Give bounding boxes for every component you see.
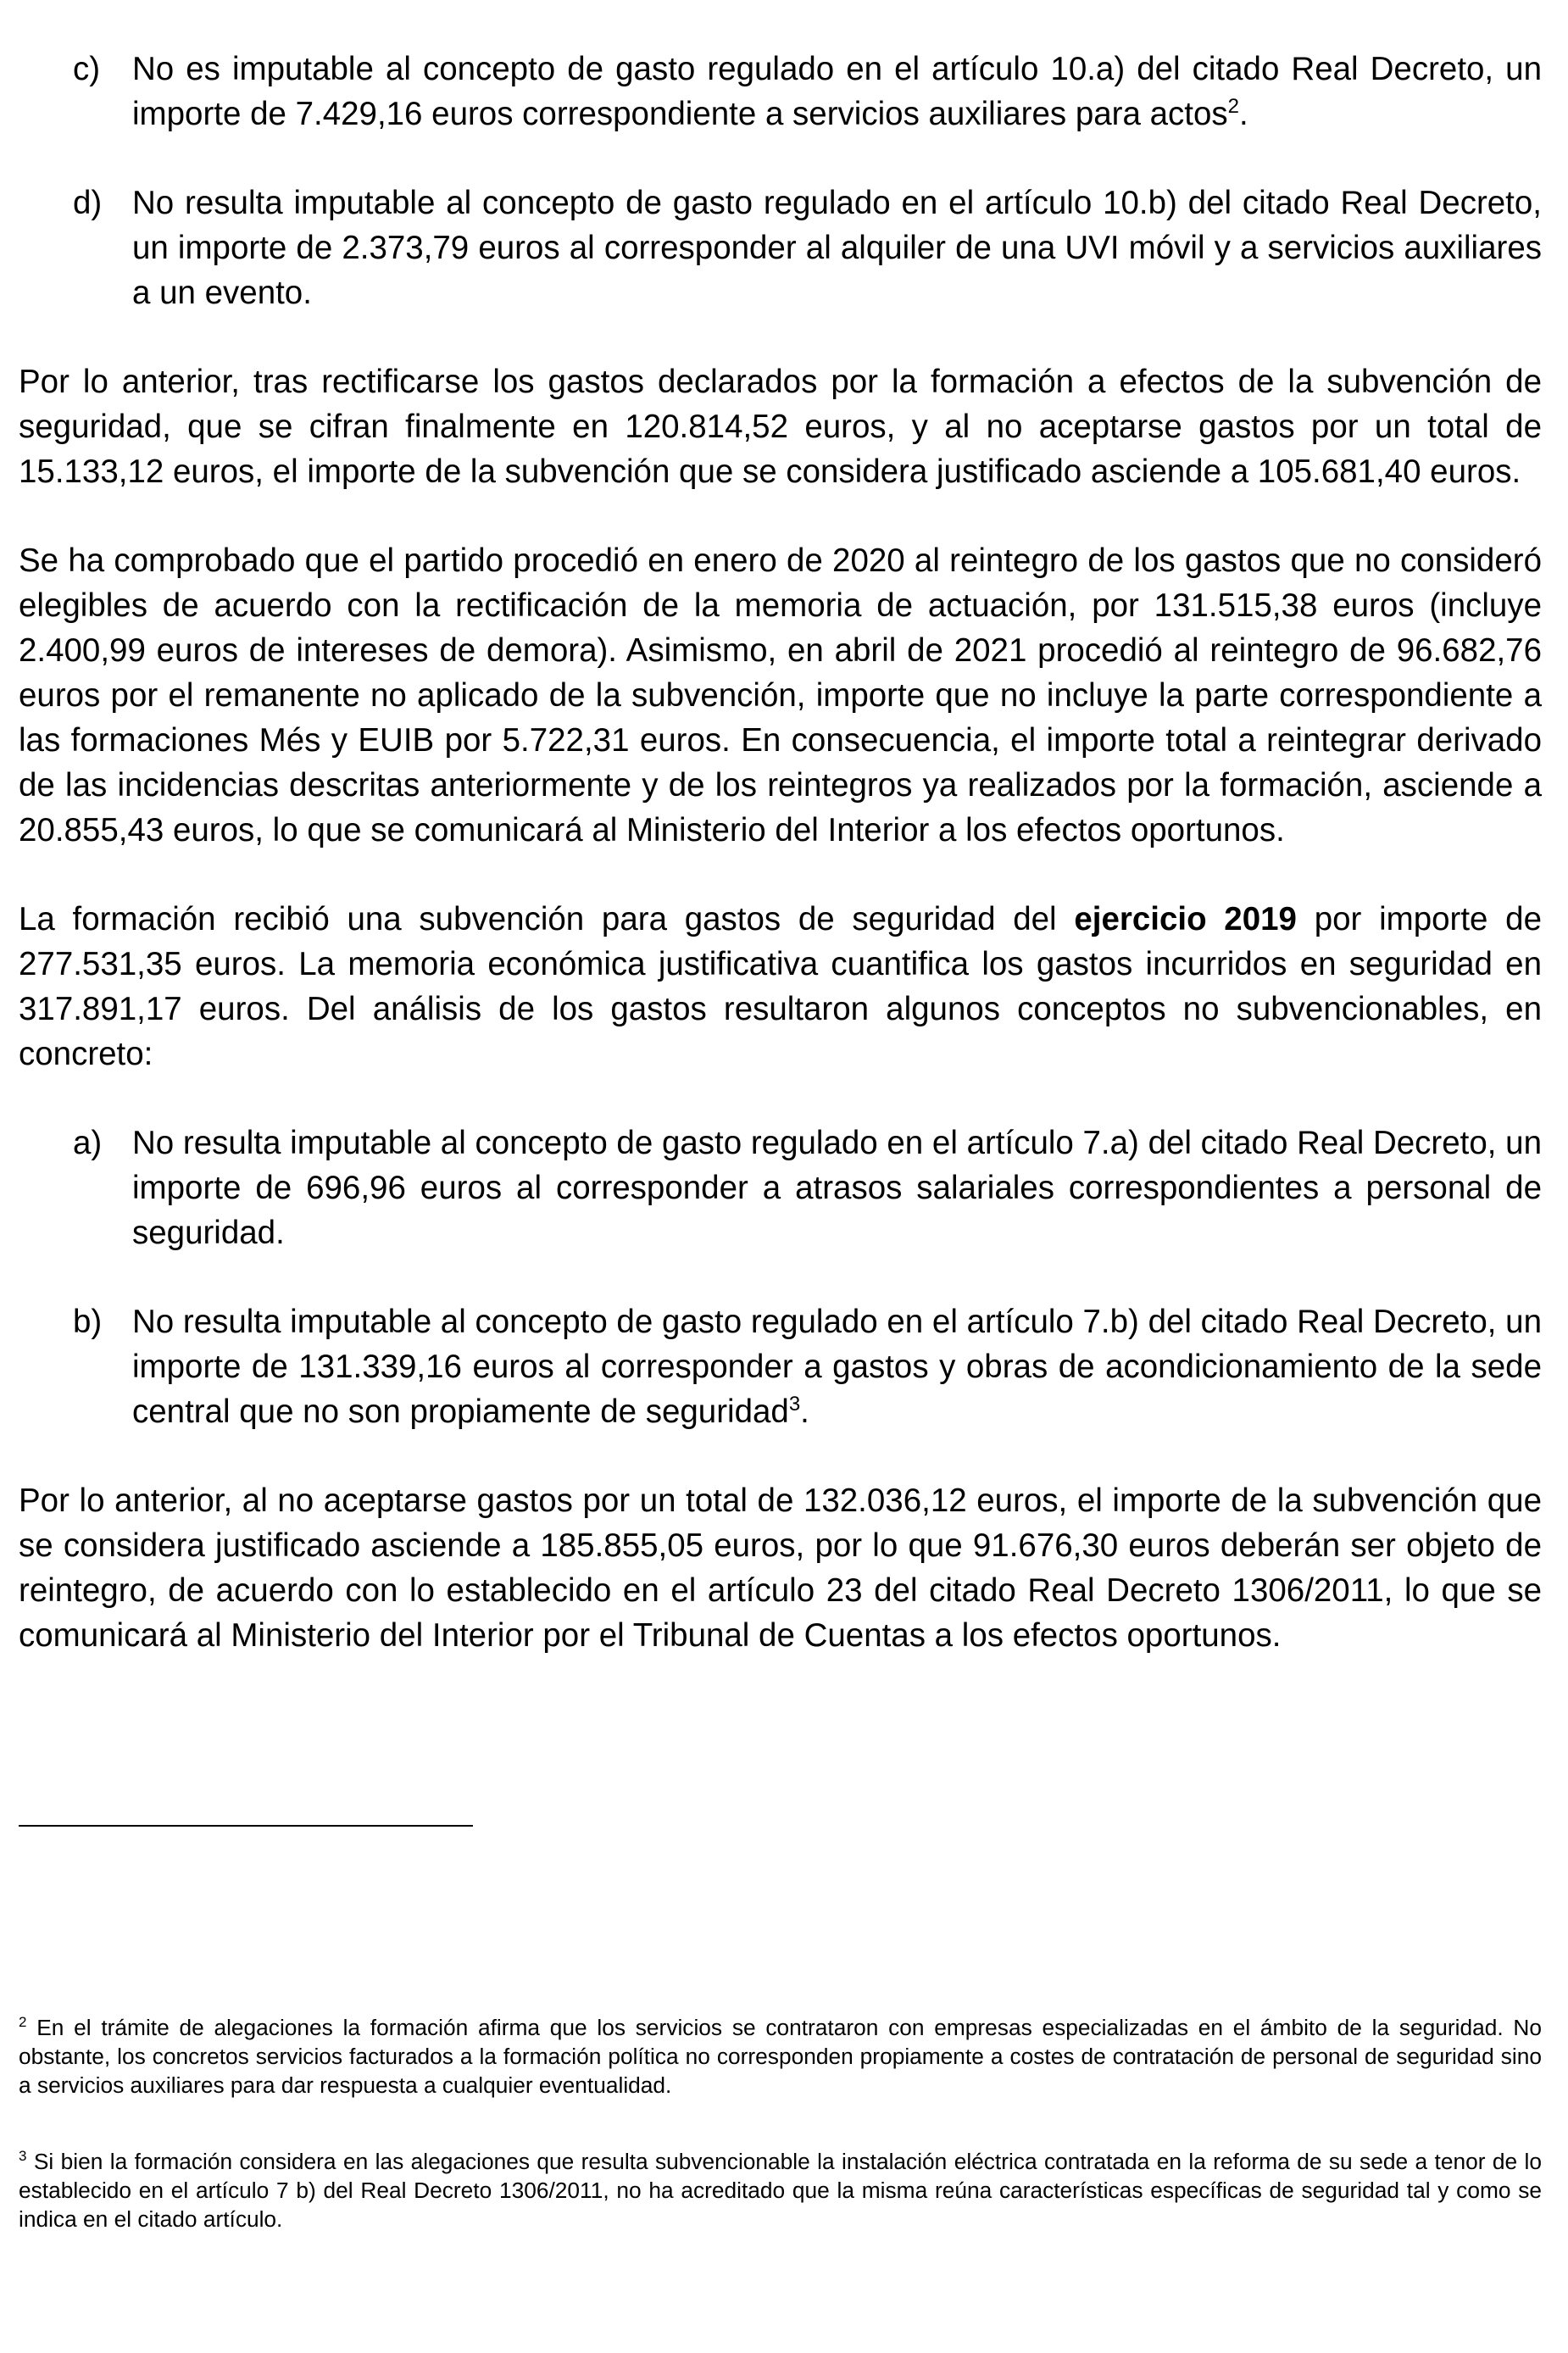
footnote-ref-2[interactable]: 2 — [1227, 95, 1239, 119]
footnote-3 — [19, 2147, 1542, 2233]
list-item-b — [19, 1299, 1542, 1434]
footnotes — [19, 2013, 1542, 2281]
footnote-text: Si bien la formación considera en las alegaciones que resulta subvencionable la instalación eléctrica contratada en la reforma de su sede a tenor de lo establecido en el artículo 7 b) del Real Decreto 1306/2011, no ha acreditado que la misma reúna características específicas de seguridad tal y como se indica en el citado artículo. — [19, 2149, 1542, 2232]
list-item-text: No es imputable al concepto de gasto regulado en el artículo 10.a) del citado Real Decreto, un importe de 7.429,16 euros correspondiente a servicios auxiliares para actos — [132, 51, 1542, 132]
list-marker: d) — [73, 185, 103, 221]
list-marker: a) — [73, 1125, 103, 1161]
paragraph-conclusion: Por lo anterior, al no aceptarse gastos por un total de 132.036,12 euros, el importe de la subvención que se considera justificado asciende a 185.855,05 euros, por lo que 91.676,30 euros deberán ser objeto de reintegro, de acuerdo con lo establecido en el artículo 23 del citado Real Decreto 1306/2011, lo que se comunicará al Ministerio del Interior por el Tribunal de Cuentas a los efectos oportunos. — [19, 1482, 1542, 1654]
list-item-c — [19, 47, 1542, 136]
list-item-tail: . — [800, 1393, 809, 1430]
paragraph-text: por importe de 277.531,35 euros. La memoria económica justificativa cuantifica los gastos incurridos en seguridad en 317.891,17 euros. Del análisis de los gastos resultaron algunos conceptos no subvencionables, en concreto: — [19, 901, 1542, 1072]
paragraph-text: La formación recibió una subvención para gastos de seguridad del — [19, 901, 1075, 937]
footnote-2 — [19, 2013, 1542, 2100]
footnote-ref-3[interactable]: 3 — [788, 1393, 801, 1416]
footnote-separator — [19, 1825, 473, 1827]
list-marker: c) — [73, 51, 101, 87]
document-body — [19, 47, 1542, 1702]
list-item-text: No resulta imputable al concepto de gasto regulado en el artículo 7.a) del citado Real Decreto, un importe de 696,96 euros al corresponder a atrasos salariales correspondientes a personal de seguridad. — [132, 1125, 1542, 1251]
list-item-text: No resulta imputable al concepto de gasto regulado en el artículo 7.b) del citado Real Decreto, un importe de 131.339,16 euros al corresponder a gastos y obras de acondicionamiento de la sede central que no son propiamente de seguridad — [132, 1304, 1542, 1430]
paragraph-subvencion-2018: Por lo anterior, tras rectificarse los gastos declarados por la formación a efectos de la subvención de seguridad, que se cifran finalmente en 120.814,52 euros, y al no aceptarse gastos por un total de 15.133,12 euros, el importe de la subvención que se considera justificado asciende a 105.681,40 euros. — [19, 364, 1542, 490]
paragraph-reintegro: Se ha comprobado que el partido procedió en enero de 2020 al reintegro de los gastos que no consideró elegibles de acuerdo con la rectificación de la memoria de actuación, por 131.515,38 euros (incluye 2.400,99 euros de intereses de demora). Asimismo, en abril de 2021 procedió al reintegro de 96.682,76 euros por el remanente no aplicado de la subvención, importe que no incluye la parte correspondiente a las formaciones Més y EUIB por 5.722,31 euros. En consecuencia, el importe total a reintegrar derivado de las incidencias descritas anteriormente y de los reintegros ya realizados por la formación, asciende a 20.855,43 euros, lo que se comunicará al Ministerio del Interior a los efectos oportunos. — [19, 542, 1542, 848]
bold-text: ejercicio 2019 — [1074, 901, 1297, 937]
list-item-text: No resulta imputable al concepto de gasto regulado en el artículo 10.b) del citado Real Decreto, un importe de 2.373,79 euros al corresponder al alquiler de una UVI móvil y a servicios auxiliares a un evento. — [132, 185, 1542, 311]
list-marker: b) — [73, 1304, 103, 1340]
list-item-d — [19, 181, 1542, 315]
list-item-a — [19, 1121, 1542, 1255]
list-item-tail: . — [1238, 96, 1248, 132]
footnote-text: En el trámite de alegaciones la formación afirma que los servicios se contrataron con empresas especializadas en el ámbito de la seguridad. No obstante, los concretos servicios facturados a la formación política no corresponden propiamente a costes de contratación de personal de seguridad sino a servicios auxiliares para dar respuesta a cualquier eventualidad. — [19, 2015, 1542, 2098]
footnote-number: 2 — [19, 2014, 27, 2031]
paragraph-ejercicio-2019 — [19, 897, 1542, 1076]
footnote-number: 3 — [19, 2148, 27, 2165]
